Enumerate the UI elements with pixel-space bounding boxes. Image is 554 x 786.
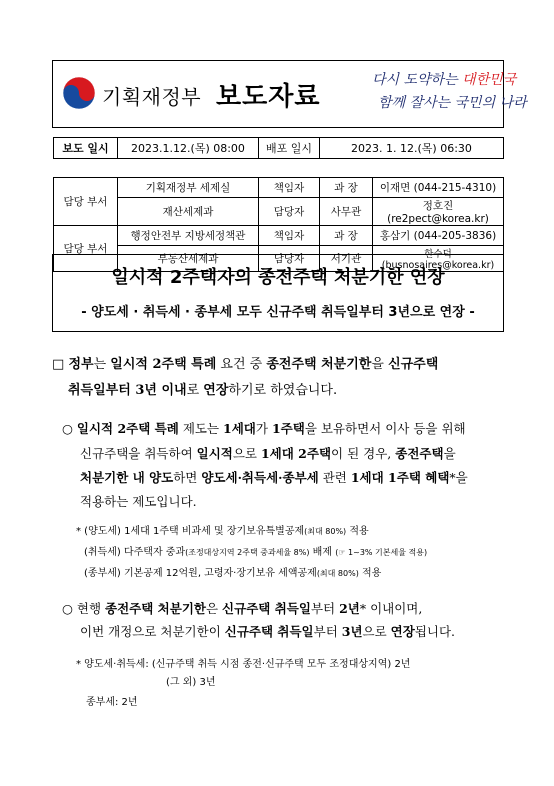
role-cell: 책임자 — [259, 226, 320, 246]
paragraph-2-line1: ○ 일시적 2주택 특례 제도는 1세대가 1주택을 보유하면서 이사 등을 위해 — [62, 421, 466, 436]
dept-line: 재산세제과 — [118, 198, 259, 226]
dept-line: 부동산세제과 — [118, 246, 259, 272]
name-cell: 이재면 (044-215-4310) — [373, 178, 504, 198]
name-cell: 한수덕 (busnosaires@korea.kr) — [373, 246, 504, 272]
title-cell: 사무관 — [320, 198, 373, 226]
main-title: 일시적 2주택자의 종전주택 처분기한 연장 — [111, 267, 445, 288]
note-1-row1: * (양도세) 1세대 1주택 비과세 및 장기보유특별공제(최대 80%) 적용 — [76, 526, 369, 537]
note-2-row2: (그 외) 3년 — [166, 677, 216, 688]
paragraph-3-line2: 이번 개정으로 처분기한이 신규주택 취득일부터 3년으로 연장됩니다. — [80, 624, 456, 639]
name-cell: 홍삼기 (044-205-3836) — [373, 226, 504, 246]
paragraph-1-line2: 취득일부터 3년 이내로 연장하기로 하였습니다. — [68, 383, 338, 398]
title-cell: 서기관 — [320, 246, 373, 272]
note-2-row1: * 양도세·취득세: (신규주택 취득 시점 종전·신규주택 모두 조정대상지역) 2년 — [76, 659, 411, 670]
note-2-row3: 종부세: 2년 — [86, 697, 138, 708]
sub-title: - 양도세 · 취득세 · 종부세 모두 신규주택 취득일부터 3년으로 연장 - — [81, 305, 475, 320]
dist-value: 2023. 1. 12.(목) 06:30 — [320, 138, 504, 159]
paragraph-1-line1: □ 정부는 일시적 2주택 특례 요건 중 종전주택 처분기한을 신규주택 — [52, 357, 439, 372]
role-cell: 책임자 — [259, 178, 320, 198]
dept-line: 기획재정부 세제실 — [118, 178, 259, 198]
dept-label: 담당 부서 — [54, 226, 118, 272]
release-value: 2023.1.12.(목) 08:00 — [118, 138, 259, 159]
release-table — [53, 137, 504, 159]
note-1-row2: (취득세) 다주택자 중과(조정대상지역 2주택 중과세율 8%) 배제 (☞ 1~3% 기본세율 적용) — [84, 547, 428, 558]
dept-line: 행정안전부 지방세정책관 — [118, 226, 259, 246]
paragraph-3-line1: ○ 현행 종전주택 처분기한은 신규주택 취득일부터 2년* 이내이며, — [62, 601, 423, 616]
slogan-line2: 함께 잘사는 국민의 나라 — [378, 95, 527, 111]
org-name: 기획재정부 — [102, 85, 202, 109]
release-label: 보도 일시 — [54, 138, 118, 159]
role-cell: 담당자 — [259, 246, 320, 272]
dept-label: 담당 부서 — [54, 178, 118, 226]
doc-type-title: 보도자료 — [216, 82, 321, 112]
paragraph-2-line4: 적용하는 제도입니다. — [80, 494, 197, 509]
slogan-line1: 다시 도약하는 대한민국 — [372, 72, 517, 88]
title-cell: 과 장 — [320, 178, 373, 198]
name-cell: 정호진 (re2pect@korea.kr) — [373, 198, 504, 226]
dist-label: 배포 일시 — [259, 138, 320, 159]
paragraph-2-line2: 신규주택을 취득하여 일시적으로 1세대 2주택이 된 경우, 종전주택을 — [80, 446, 456, 461]
note-1-row3: (종부세) 기본공제 12억원, 고령자·장기보유 세액공제(최대 80%) 적용 — [84, 568, 382, 579]
taegeuk-logo-icon — [62, 76, 96, 110]
role-cell: 담당자 — [259, 198, 320, 226]
paragraph-2-line3: 처분기한 내 양도하면 양도세·취득세·종부세 관련 1세대 1주택 혜택*을 — [80, 470, 468, 485]
title-cell: 과 장 — [320, 226, 373, 246]
